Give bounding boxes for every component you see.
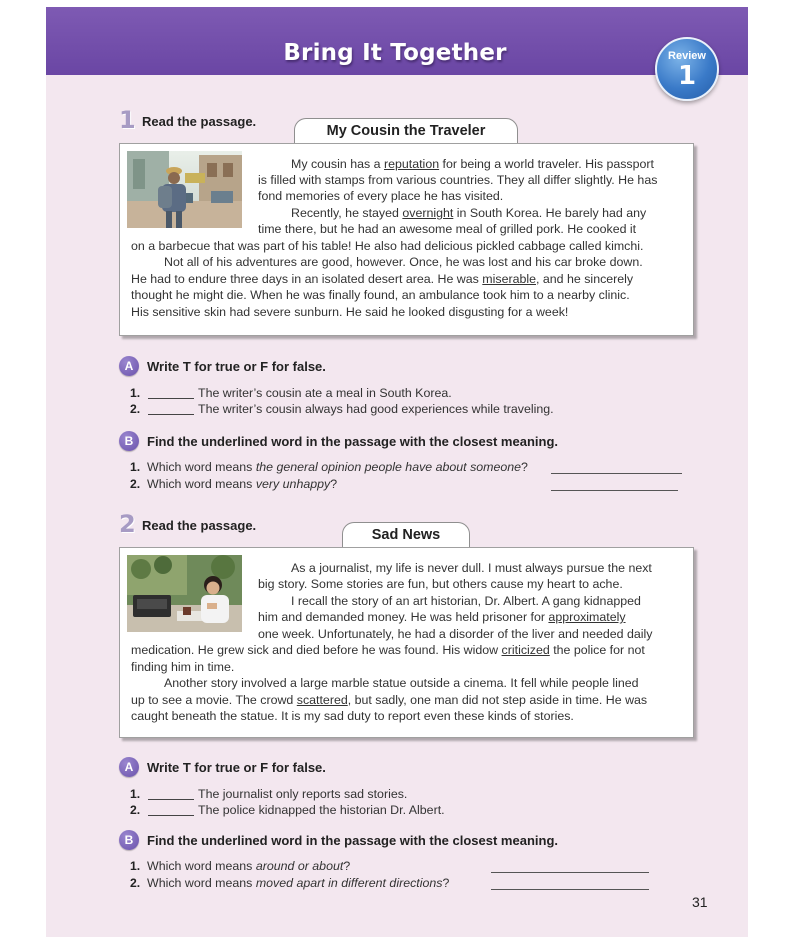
- passage-1-line-6: on a barbecue that was part of his table! He also had delicious pickled cabbage called kimchi.: [131, 239, 644, 253]
- question-number: 1.: [130, 460, 141, 474]
- review-badge: [655, 37, 719, 101]
- question-number: 2.: [130, 803, 141, 817]
- passage-2-title-tab: [342, 522, 470, 547]
- passage-2-line-2: big story. Some stories are fun, but others cause my heart to ache.: [258, 577, 623, 591]
- part-b-badge: B: [119, 830, 139, 850]
- journalist-photo: [127, 555, 242, 632]
- question-text: Which word means very unhappy?: [147, 477, 338, 491]
- question-number: 2.: [130, 402, 141, 416]
- question-text: The writer’s cousin always had good experiences while traveling.: [198, 402, 554, 416]
- passage-2-line-9: up to see a movie. The crowd scattered, but sadly, one man did not step aside in time. He was: [131, 693, 648, 707]
- vocab-criticized: criticized: [501, 643, 550, 657]
- answer-blank[interactable]: [148, 803, 194, 816]
- passage-2-line-1: As a journalist, my life is never dull. I must always pursue the next: [291, 561, 652, 575]
- question-text: Which word means the general opinion people have about someone?: [147, 460, 528, 474]
- review-number: 1: [677, 61, 697, 91]
- answer-blank[interactable]: [148, 787, 194, 800]
- traveler-photo: [127, 151, 242, 228]
- passage-1-title: My Cousin the Traveler: [326, 123, 486, 139]
- question-number: 2.: [130, 876, 141, 890]
- question-text: The police kidnapped the historian Dr. Albert.: [198, 803, 445, 817]
- passage-1-line-7: Not all of his adventures are good, however. Once, he was lost and his car broke down.: [164, 255, 643, 269]
- passage-1-line-2: is filled with stamps from various countries. They all differ slightly. He has: [258, 173, 658, 187]
- passage-1-title-tab: [294, 118, 518, 143]
- question-text: The journalist only reports sad stories.: [198, 787, 408, 801]
- question-number: 2.: [130, 477, 141, 491]
- vocab-scattered: scattered: [296, 693, 348, 707]
- answer-blank[interactable]: [148, 386, 194, 399]
- vocab-approximately: approximately: [548, 610, 626, 624]
- section-1-number: 1: [119, 106, 136, 134]
- answer-line[interactable]: [551, 472, 682, 474]
- vocab-miserable: miserable: [482, 272, 537, 286]
- question-text: The writer’s cousin ate a meal in South Korea.: [198, 386, 452, 400]
- passage-1-line-3: fond memories of every place he has visited.: [258, 189, 504, 203]
- question-number: 1.: [130, 787, 141, 801]
- part-b-instruction: Find the underlined word in the passage with the closest meaning.: [147, 434, 558, 449]
- section-2-number: 2: [119, 510, 136, 538]
- passage-1-line-1: My cousin has a reputation for being a world traveler. His passport: [291, 157, 654, 171]
- answer-blank[interactable]: [148, 402, 194, 415]
- part-a-instruction: Write T for true or F for false.: [147, 359, 326, 374]
- part-a-badge: A: [119, 356, 139, 376]
- passage-1-line-4: Recently, he stayed overnight in South Korea. He barely had any: [291, 206, 647, 220]
- part-a-badge: A: [119, 757, 139, 777]
- passage-2-line-6: medication. He grew sick and died before he was found. His widow criticized the police for not: [131, 643, 645, 657]
- passage-2-line-7: finding him in time.: [131, 660, 235, 674]
- passage-1-line-10: His sensitive skin had severe sunburn. He said he looked disgusting for a week!: [131, 305, 569, 319]
- review-label: Review: [668, 50, 706, 62]
- question-text: Which word means moved apart in different directions?: [147, 876, 450, 890]
- passage-1-line-9: thought he might die. When he was finally found, an ambulance took him to a nearby clinic.: [131, 288, 630, 302]
- question-number: 1.: [130, 386, 141, 400]
- passage-1-line-8: He had to endure three days in an isolated desert area. He was miserable, and he sincerely: [131, 272, 634, 286]
- passage-2-line-10: caught beneath the statue. It is my sad duty to report even these kinds of stories.: [131, 709, 574, 723]
- passage-2-line-5: one week. Unfortunately, he had a disorder of the liver and needed daily: [258, 627, 653, 641]
- page-title: Bring It Together: [283, 40, 507, 66]
- vocab-reputation: reputation: [383, 157, 440, 171]
- answer-line[interactable]: [551, 489, 678, 491]
- vocab-overnight: overnight: [402, 206, 454, 220]
- part-b-instruction: Find the underlined word in the passage with the closest meaning.: [147, 833, 558, 848]
- answer-line[interactable]: [491, 871, 649, 873]
- answer-line[interactable]: [491, 888, 649, 890]
- section-2-label: Read the passage.: [142, 518, 257, 533]
- passage-2-title: Sad News: [371, 527, 441, 543]
- passage-1-line-5: time there, but he had an awesome meal of grilled pork. He cooked it: [258, 222, 637, 236]
- page-number: 31: [692, 894, 708, 910]
- passage-2-line-3: I recall the story of an art historian, Dr. Albert. A gang kidnapped: [291, 594, 641, 608]
- question-number: 1.: [130, 859, 141, 873]
- part-a-instruction: Write T for true or F for false.: [147, 760, 326, 775]
- part-b-badge: B: [119, 431, 139, 451]
- question-text: Which word means around or about?: [147, 859, 351, 873]
- passage-2-line-4: him and demanded money. He was held prisoner for approximately: [258, 610, 626, 624]
- section-1-label: Read the passage.: [142, 114, 257, 129]
- passage-2-line-8: Another story involved a large marble statue outside a cinema. It fell while people lined: [164, 676, 639, 690]
